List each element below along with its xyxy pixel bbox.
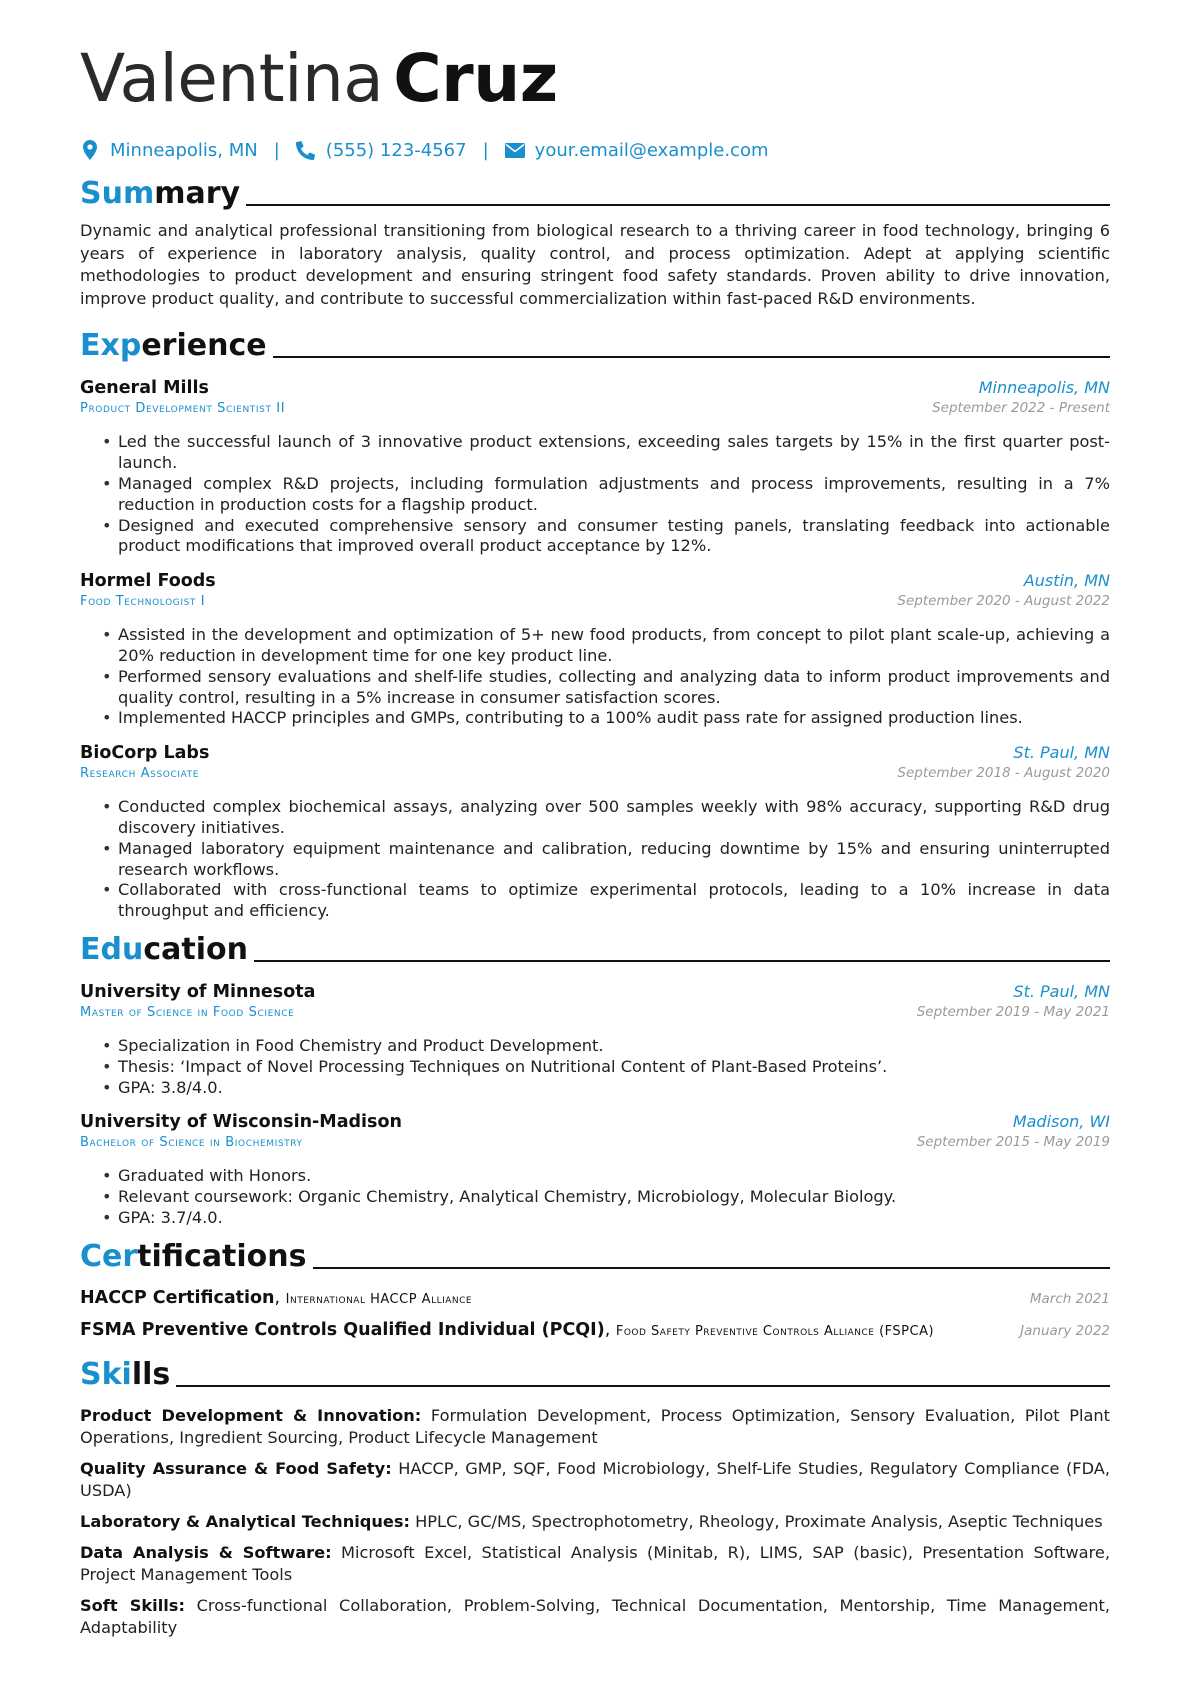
skill-row (80, 1542, 1110, 1586)
experience-entry (80, 571, 1110, 729)
skill-row (80, 1405, 1110, 1449)
skill-values: Formulation Development, Process Optimization, Sensory Evaluation, Pilot Plant Operations, Ingredient Sourcing, Product Lifecycle Management (80, 1405, 1110, 1447)
education-entry (80, 1112, 1110, 1228)
certification-comma: , (604, 1319, 616, 1340)
study-dates: September 2015 - May 2019 (916, 1134, 1110, 1151)
contact-email[interactable] (505, 140, 769, 161)
degree-title: Master of Science in Food Science (80, 1004, 295, 1020)
list-item: • Managed laboratory equipment maintenance and calibration, reducing downtime by 15% and ensuring uninterrupted research workflows. (102, 839, 1110, 881)
school-location: St. Paul, MN (1013, 981, 1110, 1001)
section-title (80, 932, 248, 968)
email-text: your.email@example.com (534, 139, 769, 161)
section-divider (273, 356, 1110, 358)
list-item: • Conducted complex biochemical assays, analyzing over 500 samples weekly with 98% accuracy, supporting R&D drug discovery initiatives. (102, 797, 1110, 839)
contact-phone[interactable] (296, 140, 467, 161)
skill-category: Soft Skills: (80, 1595, 185, 1615)
employer-location: St. Paul, MN (1013, 743, 1110, 763)
achievement-list (80, 432, 1110, 557)
employer-location: Minneapolis, MN (978, 378, 1110, 398)
contact-bar (80, 136, 1110, 164)
certification-date: January 2022 (1020, 1322, 1110, 1339)
list-item: • Graduated with Honors. (102, 1166, 1110, 1187)
job-dates: September 2022 - Present (932, 400, 1110, 417)
skills-section-header (80, 1353, 1110, 1393)
list-item: • Managed complex R&D projects, including formulation adjustments and process improvements, resulting in a 7% reduction in production costs for a flagship product. (102, 474, 1110, 516)
certification-item (80, 1319, 1110, 1343)
summary-text: Dynamic and analytical professional transitioning from biological research to a thriving career in food technology, bringing 6 years of experience in laboratory analysis, quality control, and process optimization. Adept at applying scientific methodologies to product development and ensuring stringent food safety standards. Proven ability to drive innovation, improve product quality, and contribute to successful commercialization within fast-paced R&D environments. (80, 221, 1110, 308)
title-accent: Exp (80, 328, 142, 364)
section-divider (313, 1267, 1110, 1269)
list-item: • Specialization in Food Chemistry and Product Development. (102, 1036, 1110, 1057)
degree-title: Bachelor of Science in Biochemistry (80, 1135, 303, 1151)
skill-category: Data Analysis & Software: (80, 1542, 332, 1562)
employer-name: BioCorp Labs (80, 743, 210, 764)
job-title: Product Development Scientist II (80, 401, 286, 417)
skill-category: Quality Assurance & Food Safety: (80, 1458, 392, 1478)
title-rest: tifications (137, 1238, 307, 1274)
experience-entry (80, 743, 1110, 922)
experience-section-header (80, 324, 1110, 364)
section-title (80, 1357, 170, 1393)
title-accent: Sum (80, 176, 155, 211)
certification-name: HACCP Certification (80, 1287, 275, 1308)
achievement-list (80, 797, 1110, 922)
school-location: Madison, WI (1012, 1112, 1110, 1132)
title-rest: lls (131, 1356, 171, 1392)
contact-location (80, 140, 258, 161)
employer-name: General Mills (80, 378, 209, 399)
skill-row (80, 1595, 1110, 1639)
list-item: • GPA: 3.7/4.0. (102, 1208, 1110, 1229)
skill-values: Microsoft Excel, Statistical Analysis (Minitab, R), LIMS, SAP (basic), Presentation Software, Project Management Tools (80, 1542, 1110, 1584)
school-name: University of Minnesota (80, 981, 316, 1002)
list-item: • Designed and executed comprehensive sensory and consumer testing panels, translating feedback into actionable product modifications that improved overall product acceptance by 12%. (102, 516, 1110, 558)
title-accent: Cer (80, 1238, 138, 1274)
employer-name: Hormel Foods (80, 571, 216, 592)
employer-location: Austin, MN (1023, 571, 1110, 591)
certification-item (80, 1287, 1110, 1311)
certification-date: March 2021 (1029, 1290, 1110, 1307)
certification-name: FSMA Preventive Controls Qualified Individual (PCQI) (80, 1319, 605, 1340)
experience-entry (80, 378, 1110, 557)
first-name: Valentina (80, 40, 384, 117)
list-item: • Relevant coursework: Organic Chemistry, Analytical Chemistry, Microbiology, Molecular Biology. (102, 1187, 1110, 1208)
contact-separator: | (273, 139, 280, 161)
job-dates: September 2018 - August 2020 (897, 765, 1110, 782)
title-rest: erience (141, 328, 267, 364)
section-divider (254, 960, 1110, 962)
contact-separator: | (482, 139, 489, 161)
job-title: Food Technologist I (80, 594, 206, 610)
summary-section-header (80, 172, 1110, 212)
phone-text: (555) 123-4567 (325, 139, 467, 161)
study-dates: September 2019 - May 2021 (916, 1003, 1110, 1020)
candidate-name (80, 40, 1110, 118)
education-section-header (80, 928, 1110, 968)
job-title: Research Associate (80, 766, 200, 782)
skill-values: HACCP, GMP, SQF, Food Microbiology, Shelf-Life Studies, Regulatory Compliance (FDA, USDA) (80, 1458, 1111, 1500)
title-accent: Ski (80, 1356, 132, 1392)
school-name: University of Wisconsin-Madison (80, 1112, 402, 1133)
last-name: Cruz (393, 40, 558, 117)
certification-issuer: Food Safety Preventive Controls Alliance (FSPCA) (615, 1323, 935, 1339)
title-rest: cation (143, 931, 248, 967)
list-item: • GPA: 3.8/4.0. (102, 1078, 1110, 1099)
certification-issuer: International HACCP Alliance (285, 1291, 473, 1307)
education-detail-list (80, 1166, 1110, 1228)
section-title (80, 1239, 307, 1275)
map-pin-icon (80, 140, 100, 160)
section-divider (246, 204, 1110, 206)
section-divider (176, 1385, 1110, 1387)
skill-row (80, 1511, 1110, 1533)
education-entry (80, 982, 1110, 1098)
certifications-section-header (80, 1235, 1110, 1275)
section-title (80, 328, 267, 364)
skill-category: Laboratory & Analytical Techniques: (80, 1511, 410, 1531)
education-detail-list (80, 1036, 1110, 1098)
list-item: • Implemented HACCP principles and GMPs, contributing to a 100% audit pass rate for assigned production lines. (102, 708, 1110, 729)
list-item: • Thesis: ‘Impact of Novel Processing Techniques on Nutritional Content of Plant-Based Proteins’. (102, 1057, 1110, 1078)
envelope-icon (505, 140, 525, 160)
skill-category: Product Development & Innovation: (80, 1405, 422, 1425)
list-item: • Assisted in the development and optimization of 5+ new food products, from concept to pilot plant scale-up, achieving a 20% reduction in development time for one key product line. (102, 625, 1110, 667)
list-item: • Performed sensory evaluations and shelf-life studies, collecting and analyzing data to inform product improvements and quality control, resulting in a 5% increase in consumer satisfaction scores. (102, 667, 1110, 709)
certification-comma: , (274, 1287, 286, 1308)
title-rest: mary (154, 176, 241, 211)
list-item: • Collaborated with cross-functional teams to optimize experimental protocols, leading to a 10% increase in data throughput and efficiency. (102, 880, 1110, 922)
section-title (80, 176, 240, 212)
title-accent: Edu (80, 931, 144, 967)
skill-row (80, 1458, 1110, 1502)
phone-icon (296, 140, 316, 160)
location-text: Minneapolis, MN (110, 139, 258, 161)
skill-values: HPLC, GC/MS, Spectrophotometry, Rheology, Proximate Analysis, Aseptic Techniques (415, 1511, 1103, 1531)
skill-values: Cross-functional Collaboration, Problem-Solving, Technical Documentation, Mentorship, Time Management, Adaptability (80, 1595, 1110, 1637)
achievement-list (80, 625, 1110, 729)
job-dates: September 2020 - August 2022 (897, 593, 1110, 610)
list-item: • Led the successful launch of 3 innovative product extensions, exceeding sales targets by 15% in the first quarter post-launch. (102, 432, 1110, 474)
